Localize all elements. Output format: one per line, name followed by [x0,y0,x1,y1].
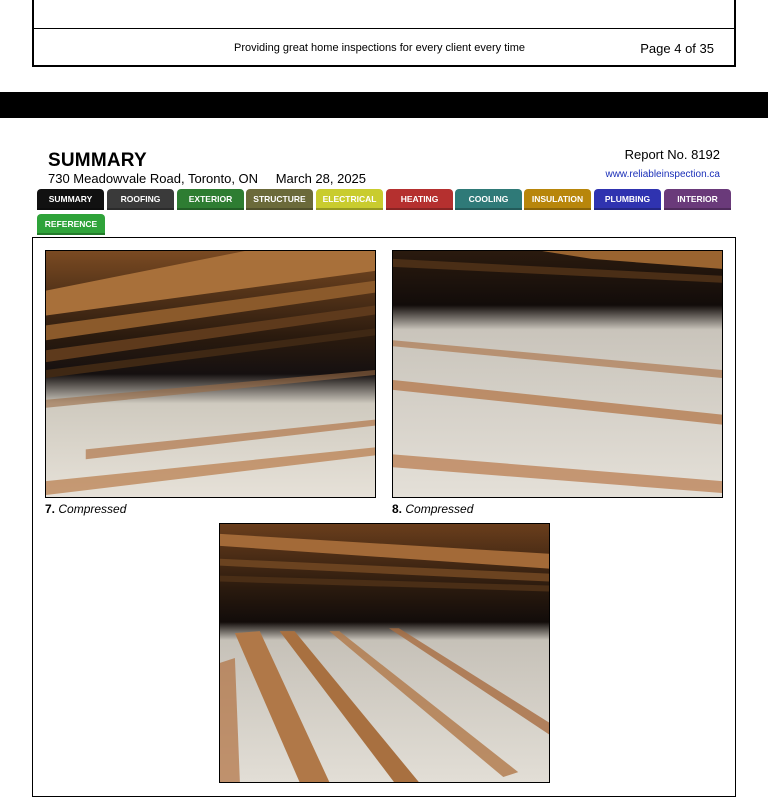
tab-exterior[interactable]: EXTERIOR [177,189,244,210]
photo-caption-text: Compressed [405,502,474,516]
tab-summary[interactable]: SUMMARY [37,189,104,210]
attic-photo-8[interactable] [392,250,723,498]
photo-caption-7 [45,502,126,516]
photo-number: 7. [45,502,56,516]
footer-tagline: Providing great home inspections for every client every time [234,42,526,54]
footer-divider [34,28,734,29]
page-number: Page 4 of 35 [640,41,714,56]
tab-roofing[interactable]: ROOFING [107,189,174,210]
address-text: 730 Meadowvale Road, Toronto, ON [48,171,259,186]
tab-insulation[interactable]: INSULATION [524,189,591,210]
attic-insulation-image [393,251,722,497]
attic-insulation-image [46,251,375,497]
tab-cooling[interactable]: COOLING [455,189,522,210]
tab-plumbing[interactable]: PLUMBING [594,189,661,210]
tab-interior[interactable]: INTERIOR [664,189,731,210]
tab-reference[interactable]: REFERENCE [37,214,105,235]
page-title: SUMMARY [48,150,147,171]
photo-caption-text: Compressed [58,502,127,516]
tab-structure[interactable]: STRUCTURE [246,189,313,210]
tab-electrical[interactable]: ELECTRICAL [316,189,383,210]
attic-photo-7[interactable] [45,250,376,498]
attic-photo-9[interactable] [219,523,550,783]
website-link[interactable]: www.reliableinspection.ca [605,169,720,180]
photo-number: 8. [392,502,403,516]
tab-heating[interactable]: HEATING [386,189,453,210]
page-separator [0,92,768,118]
report-number: Report No. 8192 [624,147,720,162]
report-date: March 28, 2025 [275,171,367,186]
photo-caption-8 [392,502,473,516]
previous-page-footer [32,0,736,67]
attic-insulation-image [220,524,549,782]
property-address [48,171,366,186]
